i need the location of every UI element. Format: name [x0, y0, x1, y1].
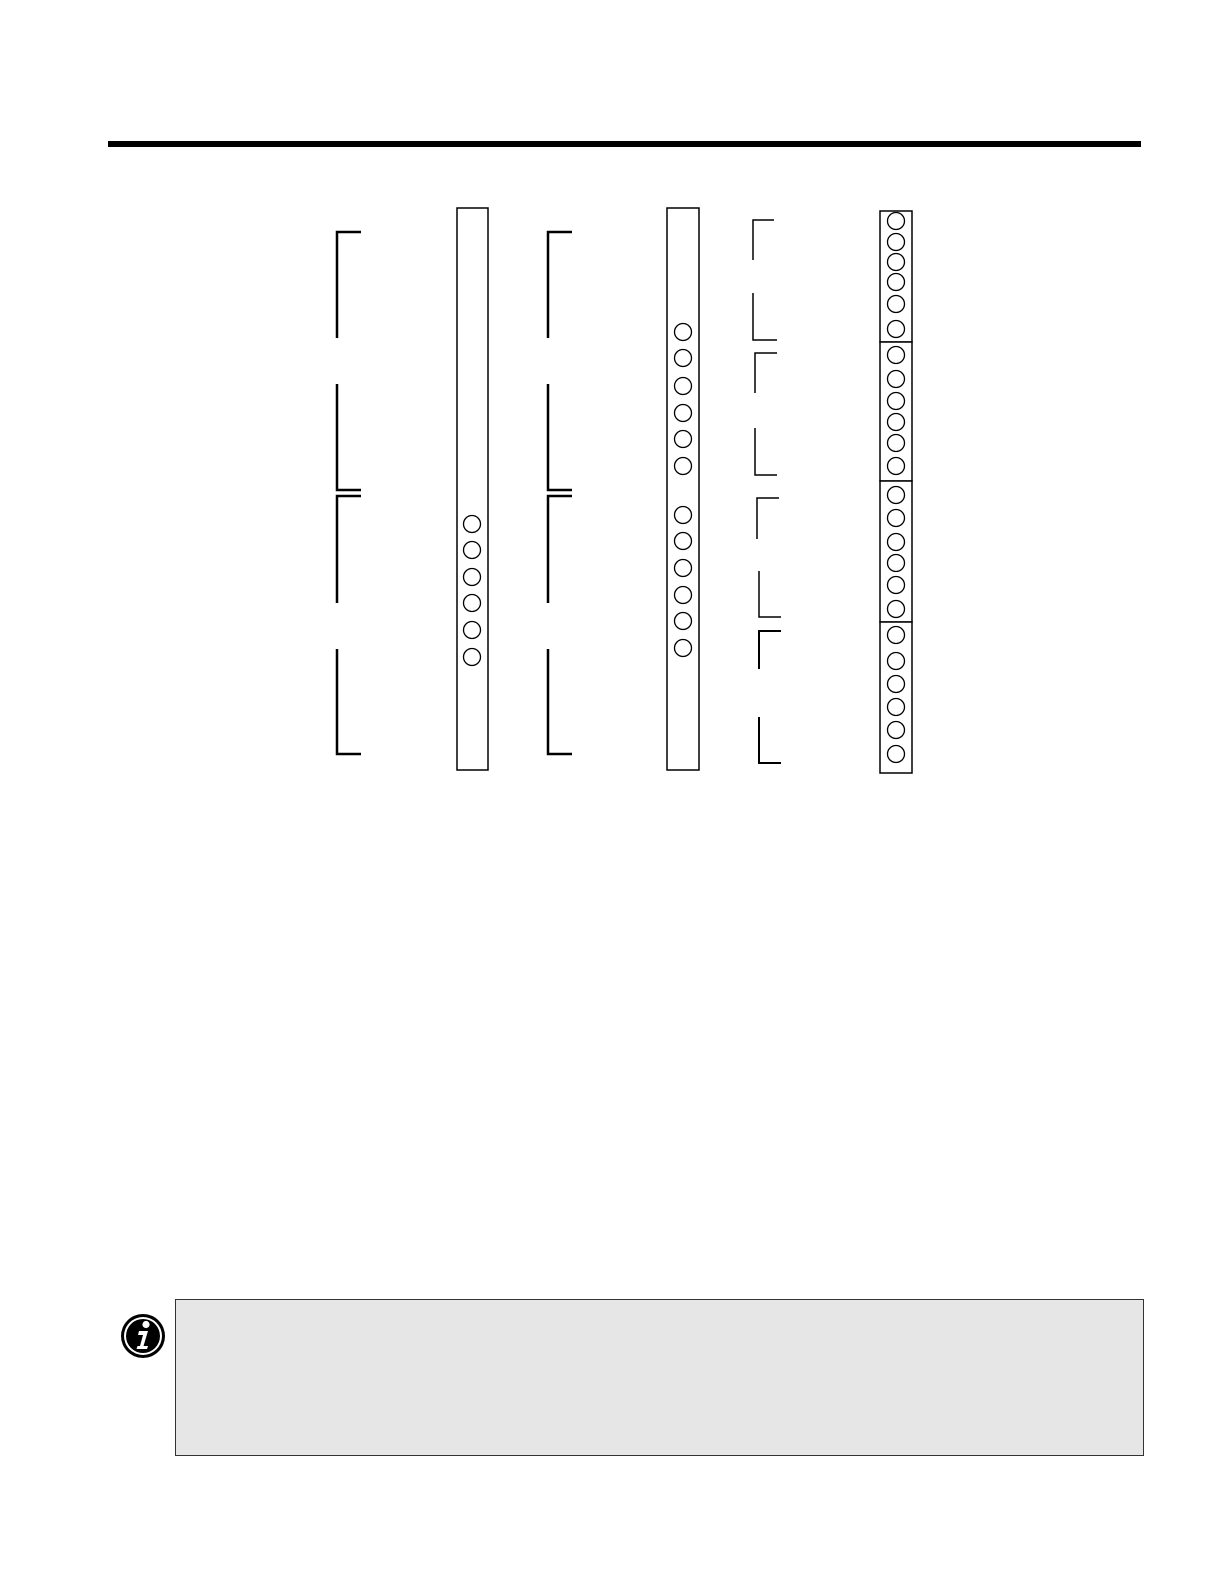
bracket-c3-bottom: [759, 571, 781, 617]
slot-hole: [888, 627, 905, 644]
slot-hole: [675, 640, 692, 657]
rail-b: [667, 208, 699, 770]
slot-hole: [675, 324, 692, 341]
slot-hole: [675, 378, 692, 395]
rail-a: [457, 208, 488, 770]
slot-hole: [888, 296, 905, 313]
slot-hole: [675, 405, 692, 422]
bracket-c1-bottom: [753, 293, 777, 340]
slot-hole: [888, 321, 905, 338]
slot-hole: [888, 534, 905, 551]
slot-hole: [888, 653, 905, 670]
bracket-c4-top: [759, 631, 781, 669]
slot-hole: [888, 676, 905, 693]
slot-hole: [464, 542, 481, 559]
bracket-c2-bottom: [755, 428, 777, 475]
slot-hole: [675, 431, 692, 448]
bracket-group-c: [753, 220, 781, 763]
slot-hole: [675, 507, 692, 524]
bracket-group-b: [548, 232, 572, 754]
slot-hole: [888, 699, 905, 716]
slot-hole: [888, 601, 905, 618]
info-icon: [119, 1312, 167, 1360]
slot-hole: [888, 577, 905, 594]
slot-hole: [464, 516, 481, 533]
slot-hole: [464, 569, 481, 586]
slot-hole: [888, 722, 905, 739]
slot-hole: [888, 435, 905, 452]
slot-hole: [888, 510, 905, 527]
slot-hole: [888, 234, 905, 251]
slot-hole: [675, 350, 692, 367]
slot-hole: [888, 746, 905, 763]
bracket-b2-bottom: [548, 649, 572, 754]
slot-hole: [888, 254, 905, 271]
slot-hole: [675, 613, 692, 630]
bracket-a1-top: [337, 232, 361, 338]
slot-hole: [464, 649, 481, 666]
bracket-group-a: [337, 232, 361, 754]
bracket-c3-top: [757, 498, 779, 539]
bracket-c4-bottom: [759, 717, 781, 763]
slot-hole: [675, 560, 692, 577]
bracket-c2-top: [755, 353, 777, 393]
slot-hole: [888, 555, 905, 572]
slot-hole: [888, 371, 905, 388]
bracket-b1-bottom: [548, 384, 572, 490]
bracket-a2-bottom: [337, 649, 361, 754]
slot-hole: [675, 587, 692, 604]
bracket-c1-top: [753, 220, 774, 260]
slot-hole: [464, 595, 481, 612]
slot-hole: [888, 213, 905, 230]
slot-hole: [888, 458, 905, 475]
slot-hole: [888, 274, 905, 291]
bracket-a2-top: [337, 496, 361, 603]
bracket-a1-bottom: [337, 384, 361, 490]
slot-hole: [675, 533, 692, 550]
slot-hole: [888, 414, 905, 431]
slot-hole: [464, 622, 481, 639]
bracket-b1-top: [548, 232, 572, 338]
slot-hole: [888, 393, 905, 410]
bracket-b2-top: [548, 496, 572, 603]
slot-hole: [888, 487, 905, 504]
slot-hole: [888, 347, 905, 364]
slot-hole: [675, 458, 692, 475]
info-note: [175, 1299, 1144, 1456]
